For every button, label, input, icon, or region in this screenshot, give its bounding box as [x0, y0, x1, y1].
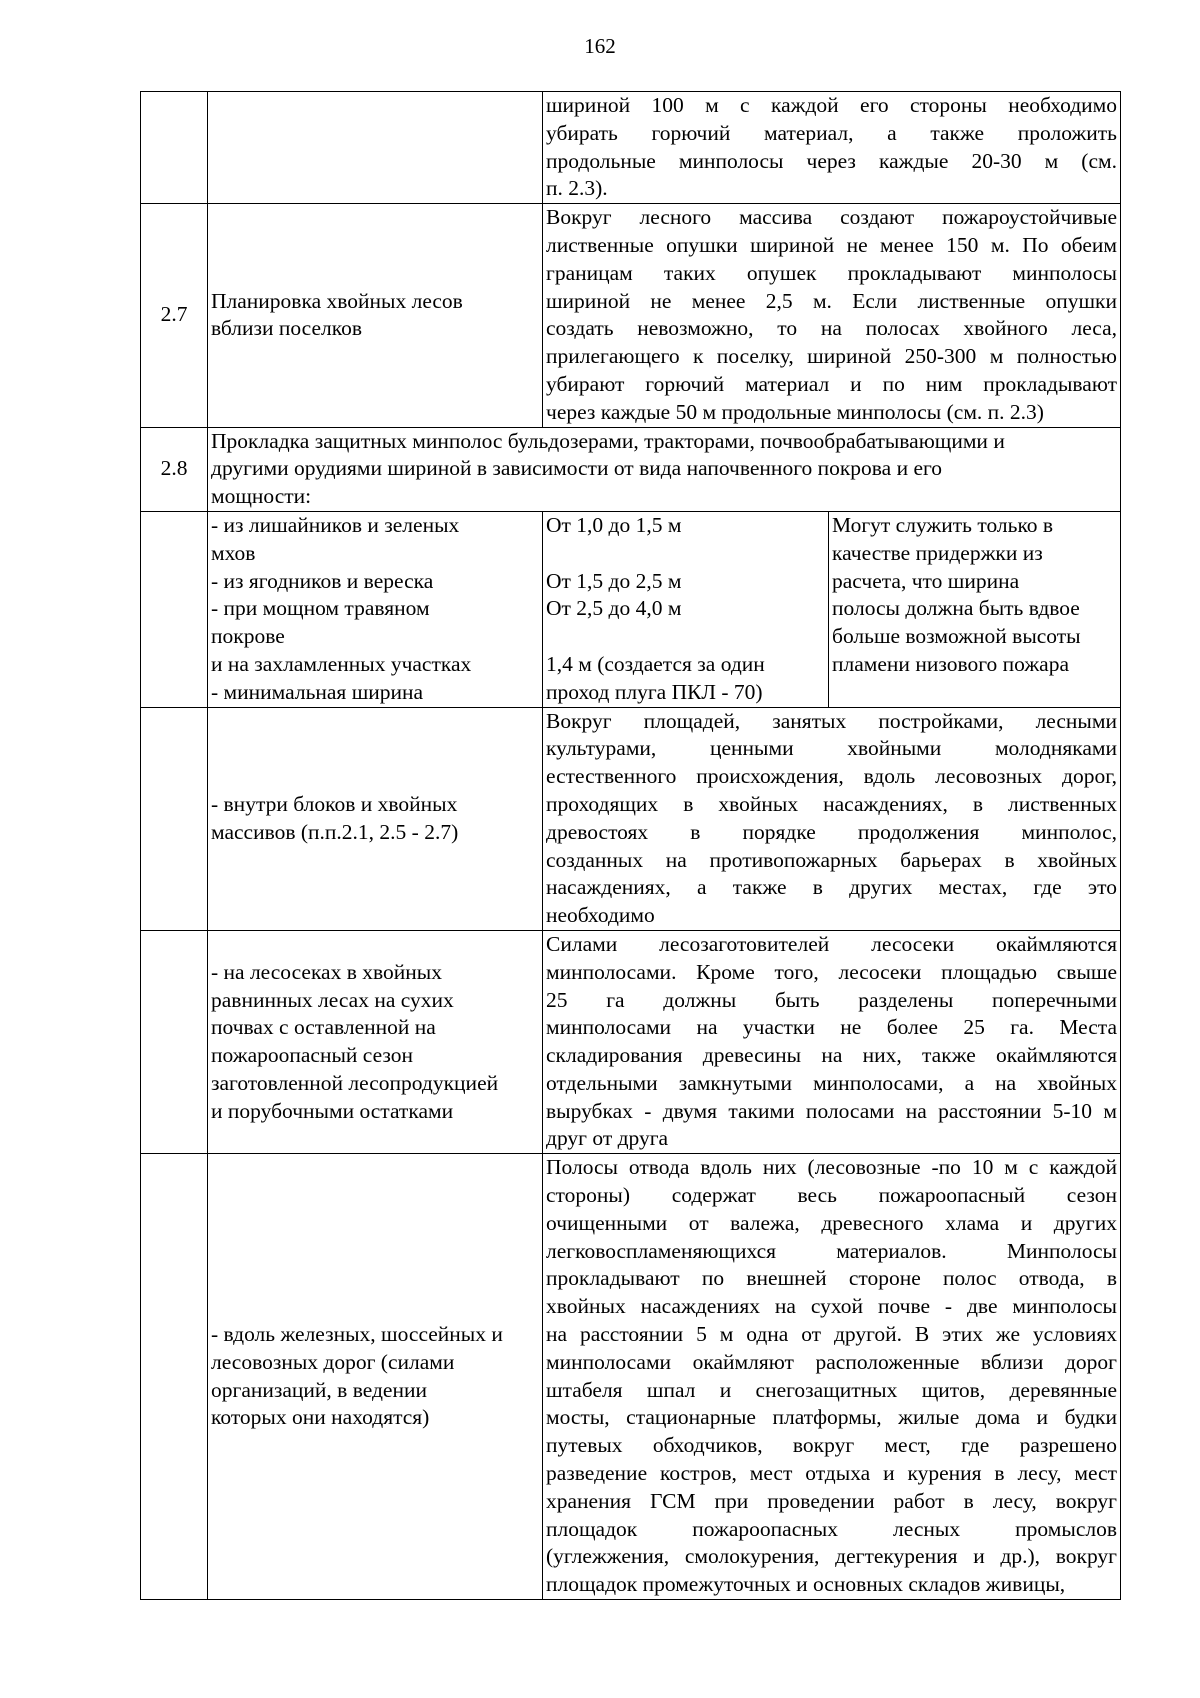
- row-number: 2.7: [141, 204, 208, 427]
- description-line: п. 2.3).: [546, 176, 608, 201]
- description-line: созданных на противопожарных барьерах в хвойных: [546, 847, 1117, 872]
- description-cell: [543, 930, 1121, 1153]
- activity-line: - минимальная ширина: [211, 679, 424, 704]
- activity-line: почвах с оставленной на: [211, 1015, 436, 1040]
- activity-line: - при мощном травяном: [211, 596, 430, 621]
- note-cell: [829, 511, 1121, 707]
- activity-cell: [208, 427, 1121, 511]
- table-row: [141, 92, 1121, 204]
- description-line: Силами лесозаготовителей лесосеки окаймляются: [546, 931, 1117, 956]
- activity-cell: [208, 204, 543, 427]
- activity-cell: [208, 707, 543, 930]
- activity-line: вблизи поселков: [211, 316, 363, 341]
- activity-cell: [208, 511, 543, 707]
- description-line: убирать горючий материал, а также проложить: [546, 120, 1117, 145]
- activity_full-line: мощности:: [211, 484, 312, 509]
- activity-line: равнинных лесах на сухих: [211, 987, 454, 1012]
- description-line: легковоспламеняющихся материалов. Минполосы: [546, 1238, 1117, 1263]
- row-number: [141, 92, 208, 204]
- description-line: проходящих в хвойных насаждениях, в лиственных: [546, 791, 1117, 816]
- activity-line: лесовозных дорог (силами: [211, 1349, 455, 1374]
- width-cell: [543, 511, 829, 707]
- description-line: необходимо: [546, 903, 655, 928]
- description-line: площадок пожароопасных лесных промыслов: [546, 1516, 1117, 1541]
- description-line: шириной не менее 2,5 м. Если лиственные опушки: [546, 288, 1117, 313]
- description-line: насаждениях, а также в других местах, где это: [546, 875, 1117, 900]
- description-cell: [543, 1154, 1121, 1600]
- activity-line: и порубочными остатками: [211, 1098, 454, 1123]
- table-row: [141, 204, 1121, 427]
- activity-line: - вдоль железных, шоссейных и: [211, 1322, 503, 1347]
- widths-line: 1,4 м (создается за один: [546, 651, 765, 676]
- table-row: [141, 427, 1121, 511]
- description-cell: [543, 92, 1121, 204]
- table-row: [141, 1154, 1121, 1600]
- description-line: штабеля шпал и снегозащитных щитов, деревянные: [546, 1377, 1117, 1402]
- activity-line: заготовленной лесопродукцией: [211, 1070, 499, 1095]
- description-line: границам таких опушек прокладывают минполосы: [546, 260, 1117, 285]
- description-line: стороны) содержат весь пожароопасный сезон: [546, 1183, 1117, 1208]
- row-number: [141, 930, 208, 1153]
- description-line: минполосами окаймляют расположенные вблизи дорог: [546, 1349, 1117, 1374]
- description-line: путевых обходчиков, вокруг мест, где разрешено: [546, 1433, 1117, 1458]
- activity-line: - из лишайников и зеленых: [211, 512, 460, 537]
- activity-line: - из ягодников и вереска: [211, 568, 434, 593]
- row-number: 2.8: [141, 427, 208, 511]
- table-row: [141, 707, 1121, 930]
- description-line: лиственные опушки шириной не менее 150 м. По обеим: [546, 232, 1117, 257]
- activity_full-line: другими орудиями шириной в зависимости от вида напочвенного покрова и его: [211, 456, 943, 481]
- description-line: очищенными от валежа, древесного хлама и других: [546, 1210, 1117, 1235]
- activity-cell: [208, 92, 543, 204]
- table-row: [141, 511, 1121, 707]
- note-line: больше возможной высоты: [832, 624, 1081, 649]
- activity-line: пожароопасный сезон: [211, 1043, 414, 1068]
- widths-line: проход плуга ПКЛ - 70): [546, 679, 763, 704]
- activity-cell: [208, 1154, 543, 1600]
- description-line: ширинoй 100 м с каждой его стороны необходимо: [546, 93, 1117, 117]
- description-line: площадок промежуточных и основных складов живицы,: [546, 1572, 1066, 1597]
- description-line: хранения ГСМ при проведении работ в лесу, вокруг: [546, 1488, 1117, 1513]
- activity-line: мхов: [211, 540, 256, 565]
- description-line: Вокруг площадей, занятых постройками, лесными: [546, 708, 1117, 733]
- description-line: естественного происхождения, вдоль лесовозных дорог,: [546, 764, 1117, 789]
- description-line: складирования древесины на них, также окаймляются: [546, 1043, 1117, 1068]
- description-line: минполосами. Кроме того, лесосеки площадью свыше: [546, 959, 1117, 984]
- description-line: прилегающего к поселку, шириной 250-300 м полностью: [546, 344, 1117, 369]
- description-line: вырубках - двумя такими полосами на расстоянии 5-10 м: [546, 1098, 1117, 1123]
- note-line: пламени низового пожара: [832, 651, 1070, 676]
- activity_full-line: Прокладка защитных минполос бульдозерами, тракторами, почвообрабатывающими и: [211, 428, 1005, 453]
- activity-line: которых они находятся): [211, 1405, 430, 1430]
- description-line: убирают горючий материал и по ним прокладывают: [546, 371, 1117, 396]
- activity-line: массивов (п.п.2.1, 2.5 - 2.7): [211, 819, 459, 844]
- row-number: [141, 1154, 208, 1600]
- activity-line: Планировка хвойных лесов: [211, 288, 463, 313]
- activity-line: - на лесосеках в хвойных: [211, 959, 442, 984]
- note-line: Могут служить только в: [832, 512, 1054, 537]
- description-line: через каждые 50 м продольные минполосы (см. п. 2.3): [546, 399, 1044, 424]
- description-line: мосты, стационарные платформы, жилые дома и будки: [546, 1405, 1117, 1430]
- widths-line: От 1,5 до 2,5 м: [546, 568, 682, 593]
- widths-line: От 1,0 до 1,5 м: [546, 512, 682, 537]
- note-line: качестве придержки из: [832, 540, 1043, 565]
- description-cell: [543, 204, 1121, 427]
- description-line: продольные минполосы через каждые 20-30 м (см.: [546, 148, 1117, 173]
- widths-line: От 2,5 до 4,0 м: [546, 596, 682, 621]
- description-line: прокладывают по внешней стороне полос отвода, в: [546, 1266, 1117, 1291]
- activity-line: и на захламленных участках: [211, 651, 472, 676]
- description-line: Полосы отвода вдоль них (лесовозные -по 10 м с каждой: [546, 1155, 1117, 1180]
- description-line: (углежжения, смолокурения, дегтекурения и др.), вокруг: [546, 1544, 1117, 1569]
- activity-line: организаций, в ведении: [211, 1377, 427, 1402]
- activity-line: покрове: [211, 624, 285, 649]
- description-cell: [543, 707, 1121, 930]
- description-line: разведение костров, мест отдыха и курения в лесу, мест: [546, 1461, 1117, 1486]
- description-line: древостоях в порядке продолжения минполос,: [546, 819, 1117, 844]
- widths-line: [546, 623, 825, 651]
- description-line: 25 га должны быть разделены поперечными: [546, 987, 1117, 1012]
- description-line: хвойных насаждениях на сухой почве - две минполосы: [546, 1294, 1117, 1319]
- description-line: Вокруг лесного массива создают пожароустойчивые: [546, 205, 1117, 230]
- activity-cell: [208, 930, 543, 1153]
- description-line: друг от друга: [546, 1126, 669, 1151]
- description-line: создать невозможно, то на полосах хвойного леса,: [546, 316, 1117, 341]
- description-line: культурами, ценными хвойными молодняками: [546, 736, 1117, 761]
- row-number: [141, 707, 208, 930]
- note-line: расчета, что ширина: [832, 568, 1020, 593]
- table-row: [141, 930, 1121, 1153]
- description-line: отдельными замкнутыми минполосами, а на хвойных: [546, 1070, 1117, 1095]
- row-number: [141, 511, 208, 707]
- note-line: полосы должна быть вдвое: [832, 596, 1080, 621]
- description-line: на расстоянии 5 м одна от другой. В этих же условиях: [546, 1322, 1117, 1347]
- page-number: 162: [584, 34, 616, 58]
- widths-line: [546, 540, 825, 568]
- description-line: минполосами на участки не более 25 га. Места: [546, 1015, 1117, 1040]
- regulations-table: [140, 91, 1121, 1600]
- activity-line: - внутри блоков и хвойных: [211, 791, 458, 816]
